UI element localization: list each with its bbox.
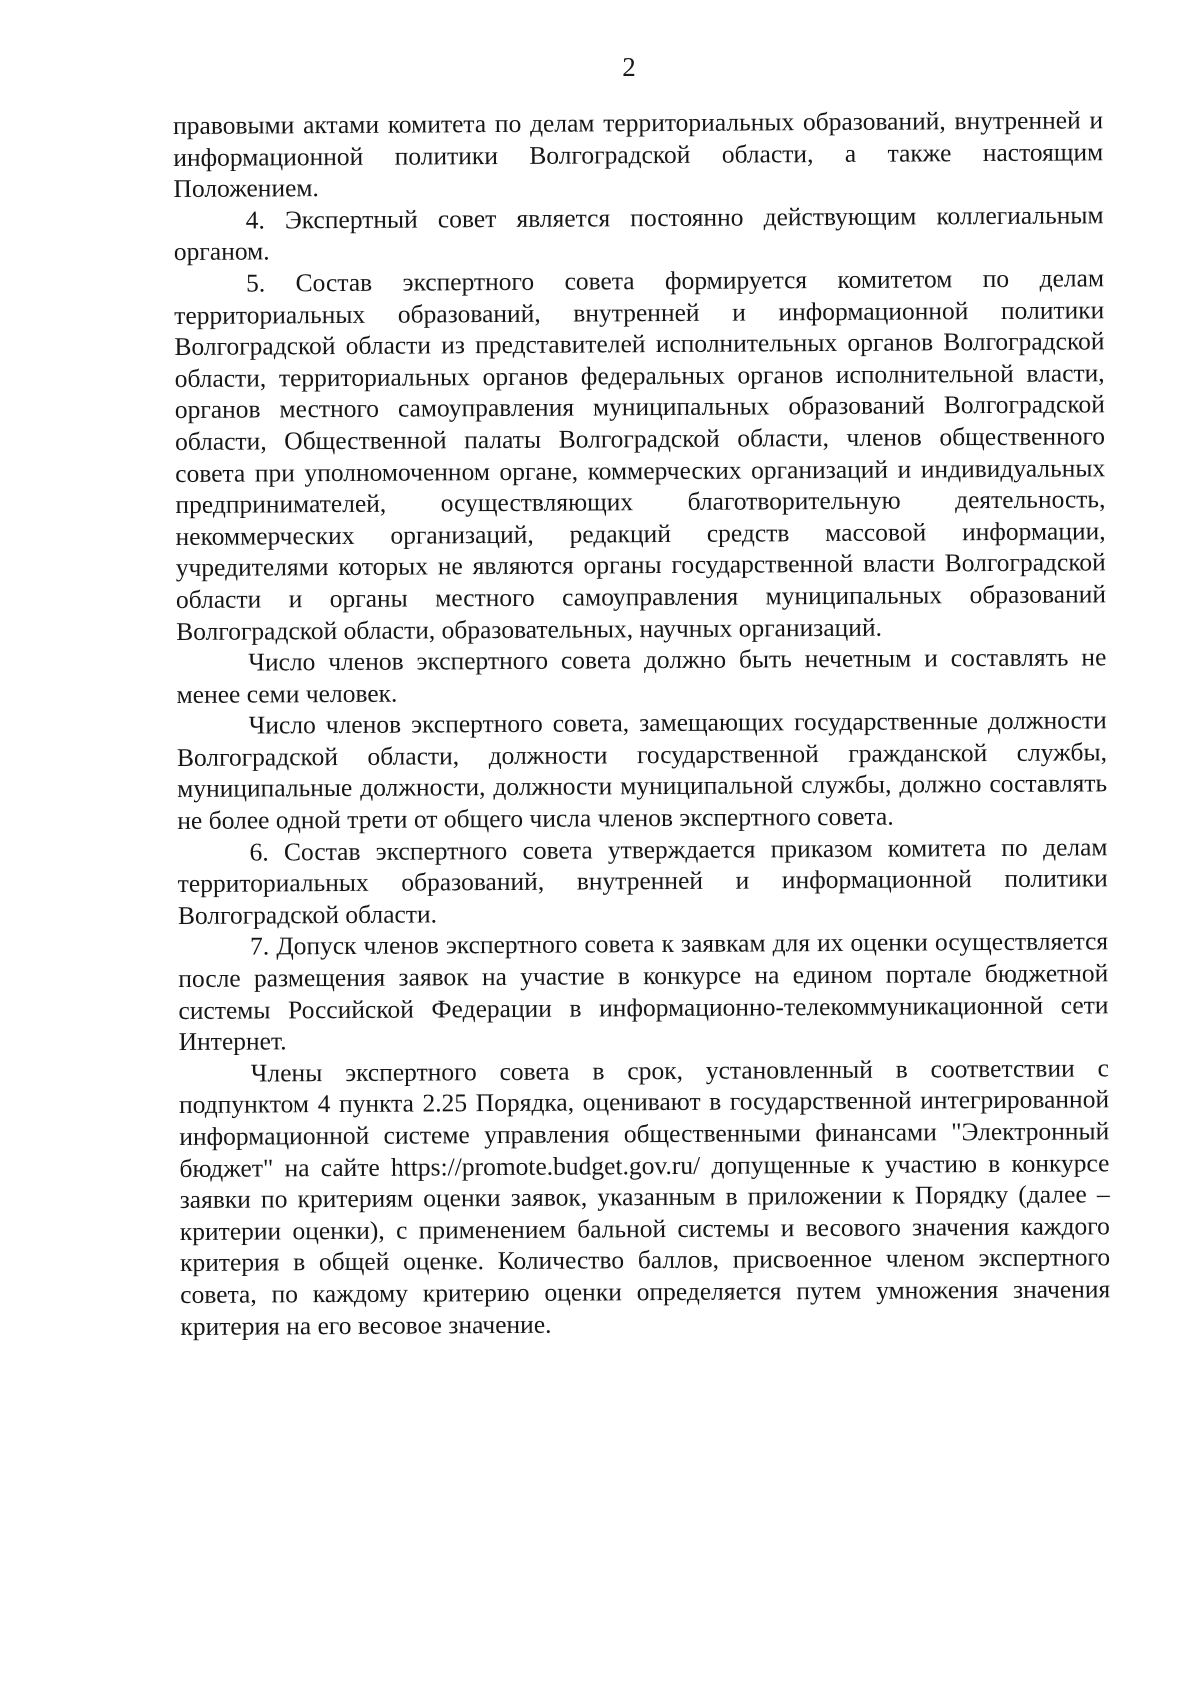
- paragraph-member-count: Число членов экспертного совета должно быть нечетным и составлять не менее семи человек.: [176, 642, 1107, 709]
- paragraph-item-4: 4. Экспертный совет является постоянно действующим коллегиальным органом.: [173, 200, 1104, 267]
- paragraph-item-7: 7. Допуск членов экспертного совета к заявкам для их оценки осуществляется после размещения заявок на участие в конкурсе на едином портале бюджетной системы Российской Федерации в информационно-телекоммуникационной сети Интернет.: [178, 926, 1109, 1057]
- paragraph-item-6: 6. Состав экспертного совета утверждается приказом комитета по делам территориальных образований, внутренней и информационной политики Волгоградской области.: [177, 831, 1108, 930]
- page-number: 2: [622, 52, 636, 82]
- paragraph-item-5: 5. Состав экспертного совета формируется комитетом по делам территориальных образований, внутренней и информационной политики Волгоградской области из представителей исполнительных органов Волгоградской области, территориальных органов федеральных органов исполнительной власти, органов местного самоуправления муниципальных образований Волгоградской области, Общественной палаты Волгоградской области, членов общественного совета при уполномоченном органе, коммерческих организаций и индивидуальных предпринимателей, осуществляющих благотворительную деятельность, некоммерческих организаций, редакций средств массовой информации, учредителями которых не являются органы государственной власти Волгоградской области и органы местного самоуправления муниципальных образований Волгоградской области, образовательных, научных организаций.: [174, 263, 1107, 646]
- document-body: [173, 104, 1111, 1342]
- paragraph-continuation: правовыми актами комитета по делам территориальных образований, внутренней и информационной политики Волгоградской области, а также настоящим Положением.: [173, 105, 1104, 204]
- paragraph-evaluation: Члены экспертного совета в срок, установленный в соответствии с подпунктом 4 пункта 2.25 Порядка, оценивают в государственной интегрированной информационной системе управления общественными финансами "Электронный бюджет" на сайте https://promote.budget.gov.ru/ допущенные к участию в конкурсе заявки по критериям оценки заявок, указанным в приложении к Порядку (далее – критерии оценки), с применением бальной системы и весового значения каждого критерия в общей оценке. Количество баллов, присвоенное членом экспертного совета, по каждому критерию оценки определяется путем умножения значения критерия на его весовое значение.: [178, 1053, 1111, 1341]
- paragraph-officials-share: Число членов экспертного совета, замещающих государственные должности Волгоградской области, должности государственной гражданской службы, муниципальные должности, должности муниципальной службы, должно составлять не более одной трети от общего числа членов экспертного совета.: [176, 705, 1108, 836]
